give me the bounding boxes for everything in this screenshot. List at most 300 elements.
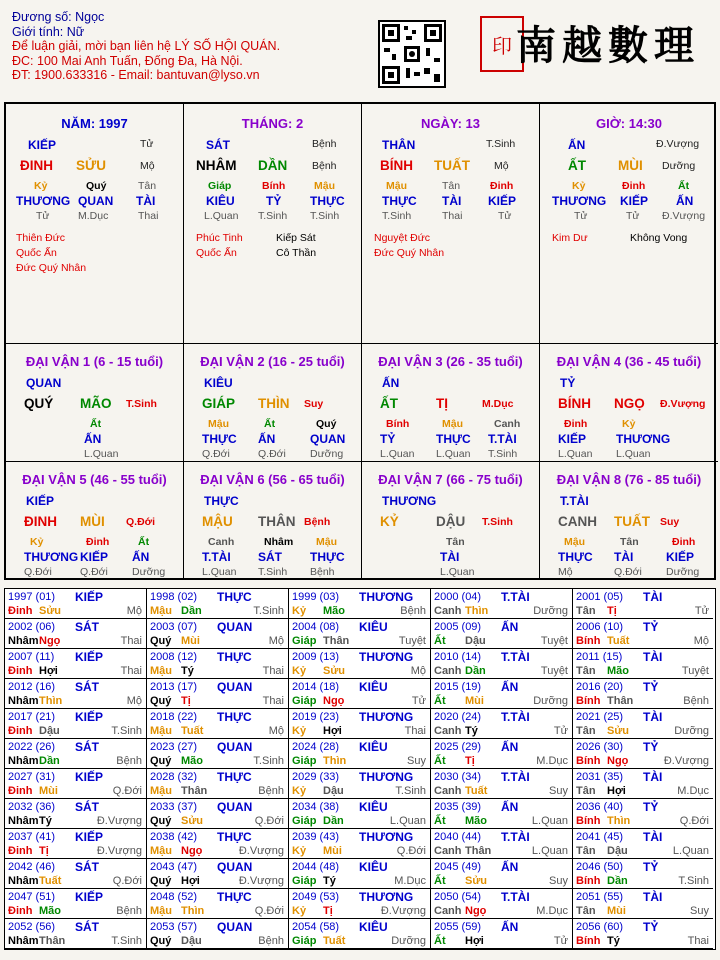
pillar-top-god: THÂN	[382, 138, 416, 152]
year-god: KIÊU	[359, 680, 388, 694]
year-phase: Đ.Vượng	[238, 845, 284, 857]
year-can: Canh	[434, 785, 462, 797]
dai-van-chi: TUẤT	[614, 514, 650, 529]
year-chi: Thìn	[181, 905, 205, 917]
year-can: Tân	[576, 905, 596, 917]
hidden-god: THỰC	[310, 550, 345, 564]
hidden-god: THƯƠNG	[616, 432, 671, 446]
year-phase: Đ.Vượng	[380, 905, 426, 917]
year-cell	[431, 799, 573, 829]
hidden-phase: Q.Đới	[258, 448, 286, 460]
hidden-god: QUAN	[78, 194, 114, 208]
hidden-god: TÀI	[614, 550, 634, 564]
year-can: Kỷ	[292, 905, 307, 917]
year-phase: Mộ	[410, 665, 426, 677]
year-can: Bính	[576, 695, 601, 707]
pillar-top-phase: Bệnh	[312, 138, 337, 150]
year-can: Ất	[434, 875, 446, 887]
year-label: 2013 (17)	[150, 681, 198, 693]
year-can: Nhâm	[8, 935, 39, 947]
year-phase: Tuyệt	[681, 665, 709, 677]
year-cell	[431, 709, 573, 739]
dai-van-title: ĐẠI VẬN 2 (16 - 25 tuổi)	[200, 354, 345, 369]
hidden-can: Ất	[264, 418, 276, 430]
year-god: ẤN	[501, 680, 519, 694]
hidden-god: ẤN	[258, 432, 276, 446]
year-cell	[431, 589, 573, 619]
year-phase: Bệnh	[116, 755, 142, 767]
hidden-phase: T.Sinh	[488, 448, 518, 460]
year-label: 2012 (16)	[8, 681, 56, 693]
hidden-god: KIẾP	[620, 194, 649, 208]
year-phase: L.Quan	[672, 845, 709, 857]
year-phase: Đ.Vượng	[238, 875, 284, 887]
year-chi: Dậu	[39, 725, 60, 737]
year-chi: Tý	[181, 665, 194, 677]
pillar-hour	[540, 104, 718, 344]
year-cell	[289, 889, 431, 919]
dai-van-phase: T.Sinh	[126, 398, 157, 410]
year-label: 2005 (09)	[434, 621, 482, 633]
chart-grid	[4, 102, 716, 580]
year-phase: M.Dục	[677, 785, 709, 797]
hidden-can: Mậu	[314, 180, 335, 192]
header-info	[12, 10, 280, 83]
year-label: 2052 (56)	[8, 921, 56, 933]
year-label: 2001 (05)	[576, 591, 624, 603]
pillar-can: BÍNH	[380, 158, 413, 173]
hidden-can: Quý	[86, 180, 107, 192]
year-can: Tân	[576, 845, 596, 857]
dai-van-can: KỶ	[380, 514, 399, 529]
year-can: Bính	[576, 635, 601, 647]
dai-van-can: ẤT	[380, 396, 398, 411]
dai-van-chi: THÂN	[258, 514, 296, 529]
hidden-god: THỰC	[310, 194, 345, 208]
year-god: ẤN	[501, 800, 519, 814]
year-phase: L.Quan	[531, 815, 568, 827]
pillar-top-god: KIẾP	[28, 138, 57, 152]
year-chi: Mão	[607, 665, 629, 677]
year-phase: Bệnh	[116, 905, 142, 917]
hidden-can: Mậu	[442, 418, 463, 430]
year-cell	[573, 799, 713, 829]
year-god: SÁT	[75, 800, 99, 814]
year-god: KIÊU	[359, 620, 388, 634]
year-can: Mậu	[150, 605, 172, 617]
year-cell	[5, 709, 147, 739]
year-label: 2007 (11)	[8, 651, 55, 663]
year-label: 2046 (50)	[576, 861, 624, 873]
hidden-phase: Thai	[138, 210, 159, 222]
hidden-god: TÀI	[442, 194, 462, 208]
year-label: 2014 (18)	[292, 681, 340, 693]
year-can: Tân	[576, 725, 596, 737]
year-label: 2018 (22)	[150, 711, 198, 723]
dai-van-cell	[362, 344, 540, 462]
year-cell	[147, 709, 289, 739]
hidden-god: TỶ	[380, 432, 396, 446]
pillar-title: NGÀY: 13	[421, 116, 480, 131]
pillar-chi: SỬU	[76, 158, 106, 173]
year-phase: Thai	[120, 665, 142, 677]
year-label: 2039 (43)	[292, 831, 340, 843]
year-label: 2017 (21)	[8, 711, 56, 723]
year-label: 2041 (45)	[576, 831, 624, 843]
qr-code-icon	[378, 20, 446, 88]
hidden-phase: Dưỡng	[132, 566, 166, 578]
hidden-phase: L.Quan	[204, 210, 239, 222]
year-label: 2034 (38)	[292, 801, 340, 813]
year-phase: Q.Đới	[679, 815, 709, 827]
hidden-can: Ất	[90, 418, 102, 430]
star-note: Phúc Tinh	[196, 232, 243, 244]
year-god: KIẾP	[75, 770, 104, 784]
year-label: 2045 (49)	[434, 861, 482, 873]
year-god: SÁT	[75, 860, 99, 874]
hidden-can: Ất	[138, 536, 150, 548]
hidden-can: Bính	[386, 418, 410, 430]
year-phase: Dưỡng	[533, 695, 568, 707]
year-phase: Đ.Vượng	[96, 815, 142, 827]
year-chi: Tuất	[181, 725, 204, 737]
year-label: 2056 (60)	[576, 921, 624, 933]
year-god: KIÊU	[359, 800, 388, 814]
year-chi: Dậu	[323, 785, 344, 797]
hidden-can: Bính	[262, 180, 286, 192]
hidden-phase: Mộ	[558, 566, 573, 578]
hidden-god: THỰC	[382, 194, 417, 208]
year-chi: Hợi	[465, 935, 484, 947]
year-cell	[5, 829, 147, 859]
year-phase: T.Sinh	[253, 605, 284, 617]
year-cell	[573, 649, 713, 679]
year-label: 2024 (28)	[292, 741, 340, 753]
year-can: Giáp	[292, 875, 317, 887]
year-god: TỶ	[643, 860, 659, 874]
year-label: 2021 (25)	[576, 711, 624, 723]
year-god: T.TÀI	[501, 830, 530, 844]
year-god: THƯƠNG	[359, 830, 414, 844]
hidden-phase: L.Quan	[558, 448, 593, 460]
dai-van-chi: MÃO	[80, 396, 112, 411]
year-chi: Tý	[465, 725, 478, 737]
year-label: 1998 (02)	[150, 591, 198, 603]
year-chi: Thìn	[39, 695, 63, 707]
star-note: Quốc Ấn	[16, 247, 57, 259]
year-chi: Thân	[39, 935, 66, 947]
hidden-god: THỰC	[202, 432, 237, 446]
pillar-top-phase: T.Sinh	[486, 138, 516, 150]
hidden-phase: Tử	[36, 210, 50, 222]
year-god: KIÊU	[359, 860, 388, 874]
year-can: Giáp	[292, 695, 317, 707]
hidden-god: ẤN	[84, 432, 102, 446]
year-cell	[5, 769, 147, 799]
dai-van-chi: MÙI	[80, 514, 105, 529]
year-can: Quý	[150, 815, 172, 827]
year-god: QUAN	[217, 860, 253, 874]
year-cell	[431, 859, 573, 889]
year-cell	[147, 589, 289, 619]
year-can: Kỷ	[292, 665, 307, 677]
year-can: Quý	[150, 695, 172, 707]
hidden-phase: L.Quan	[436, 448, 471, 460]
hidden-phase: L.Quan	[440, 566, 475, 578]
year-phase: Mộ	[693, 635, 709, 647]
year-phase: Thai	[262, 665, 284, 677]
year-can: Giáp	[292, 755, 317, 767]
year-phase: M.Dục	[536, 905, 568, 917]
hidden-god: THỰC	[436, 432, 471, 446]
year-chi: Dần	[465, 665, 486, 677]
year-can: Đinh	[8, 725, 33, 737]
year-cell	[5, 739, 147, 769]
year-cell	[5, 919, 147, 949]
year-label: 2029 (33)	[292, 771, 340, 783]
year-phase: Bệnh	[683, 695, 709, 707]
year-phase: Thai	[687, 935, 709, 947]
hidden-can: Đinh	[490, 180, 514, 192]
year-cell	[431, 679, 573, 709]
year-god: SÁT	[75, 740, 99, 754]
year-chi: Tý	[39, 815, 52, 827]
year-label: 2015 (19)	[434, 681, 482, 693]
hidden-phase: T.Sinh	[382, 210, 412, 222]
hidden-phase: T.Sinh	[258, 566, 288, 578]
year-phase: Tử	[553, 935, 568, 947]
hidden-can: Mậu	[316, 536, 337, 548]
year-cell	[5, 679, 147, 709]
year-can: Nhâm	[8, 695, 39, 707]
year-phase: M.Dục	[536, 755, 568, 767]
hidden-god: ẤN	[676, 194, 694, 208]
year-chi: Hợi	[323, 725, 342, 737]
year-god: KIẾP	[75, 830, 104, 844]
dai-van-chi: NGỌ	[614, 396, 645, 411]
hidden-god: QUAN	[310, 432, 346, 446]
hidden-god: THỰC	[558, 550, 593, 564]
hidden-god: KIÊU	[206, 194, 235, 208]
year-label: 2042 (46)	[8, 861, 56, 873]
year-god: TÀI	[643, 770, 663, 784]
hidden-god: TÀI	[440, 550, 460, 564]
year-cell	[573, 889, 713, 919]
hidden-phase: L.Quan	[380, 448, 415, 460]
dai-van-cell	[540, 344, 718, 462]
year-phase: L.Quan	[531, 845, 568, 857]
year-chi: Thân	[607, 695, 634, 707]
hidden-can: Canh	[494, 418, 521, 430]
year-god: THƯƠNG	[359, 710, 414, 724]
dai-van-title: ĐẠI VẬN 8 (76 - 85 tuổi)	[556, 472, 702, 487]
year-phase: Q.Đới	[254, 815, 284, 827]
dai-van-title: ĐẠI VẬN 1 (6 - 15 tuổi)	[25, 354, 164, 369]
year-god: THỰC	[217, 710, 252, 724]
star-note: Cô Thần	[276, 247, 317, 259]
year-cell	[431, 889, 573, 919]
year-phase: Thai	[120, 635, 142, 647]
pillar-chi: DẦN	[258, 158, 288, 173]
year-chi: Ngọ	[323, 695, 345, 707]
year-god: KIÊU	[359, 920, 388, 934]
year-god: TÀI	[643, 590, 663, 604]
year-chi: Hợi	[181, 875, 200, 887]
hidden-god: THƯƠNG	[24, 550, 79, 564]
year-phase: Suy	[549, 875, 568, 887]
hidden-god: THƯƠNG	[552, 194, 607, 208]
year-cell	[431, 919, 573, 949]
year-label: 2049 (53)	[292, 891, 340, 903]
year-cell	[573, 739, 713, 769]
dai-van-can: MẬU	[202, 514, 233, 529]
star-note: Đức Quý Nhân	[374, 247, 445, 259]
year-label: 2055 (59)	[434, 921, 482, 933]
year-chi: Tuất	[465, 785, 488, 797]
year-cell	[5, 589, 147, 619]
year-cell	[431, 649, 573, 679]
year-can: Đinh	[8, 785, 33, 797]
hidden-can: Đinh	[672, 536, 696, 548]
dai-van-phase: Đ.Vượng	[660, 398, 706, 410]
year-chi: Sửu	[181, 815, 204, 827]
hidden-can: Nhâm	[264, 536, 294, 548]
dai-van-god: THƯƠNG	[382, 494, 437, 508]
year-chi: Sửu	[323, 665, 346, 677]
year-label: 2032 (36)	[8, 801, 56, 813]
year-chi: Ngọ	[181, 845, 203, 857]
year-can: Mậu	[150, 905, 172, 917]
year-cell	[289, 769, 431, 799]
hidden-can: Kỷ	[622, 418, 636, 430]
dai-van-chi: DẬU	[436, 514, 466, 529]
year-cell	[431, 769, 573, 799]
dai-van-cell	[184, 462, 362, 580]
year-can: Canh	[434, 605, 462, 617]
year-cell	[289, 709, 431, 739]
hidden-god: KIẾP	[488, 194, 517, 208]
year-god: ẤN	[501, 920, 519, 934]
year-chi: Mùi	[465, 695, 484, 707]
year-label: 2016 (20)	[576, 681, 624, 693]
year-cell	[147, 619, 289, 649]
pillar-year	[6, 104, 184, 344]
year-label: 2019 (23)	[292, 711, 340, 723]
year-can: Giáp	[292, 635, 317, 647]
hidden-can: Đinh	[86, 536, 110, 548]
year-can: Canh	[434, 905, 462, 917]
year-chi: Mùi	[323, 845, 342, 857]
year-cell	[147, 649, 289, 679]
dai-van-cell	[6, 344, 184, 462]
hidden-phase: Tử	[626, 210, 640, 222]
year-phase: Đ.Vượng	[663, 755, 709, 767]
year-cell	[147, 859, 289, 889]
dai-van-title: ĐẠI VẬN 5 (46 - 55 tuổi)	[22, 472, 167, 487]
year-can: Ất	[434, 755, 446, 767]
year-phase: T.Sinh	[253, 755, 284, 767]
star-note: Quốc Ấn	[196, 247, 237, 259]
year-god: QUAN	[217, 620, 253, 634]
hidden-phase: T.Sinh	[310, 210, 340, 222]
dai-van-title: ĐẠI VẬN 3 (26 - 35 tuổi)	[378, 354, 523, 369]
year-label: 2028 (32)	[150, 771, 198, 783]
year-god: TỶ	[643, 680, 659, 694]
pillar-top-phase: Tử	[140, 138, 154, 150]
year-god: THƯƠNG	[359, 650, 414, 664]
year-can: Nhâm	[8, 875, 39, 887]
year-label: 2006 (10)	[576, 621, 624, 633]
year-label: 2023 (27)	[150, 741, 198, 753]
year-chi: Thìn	[607, 815, 631, 827]
year-phase: Mộ	[268, 725, 284, 737]
pillar-can: ĐINH	[20, 158, 53, 173]
year-can: Nhâm	[8, 755, 39, 767]
year-cell	[573, 859, 713, 889]
hidden-phase: Đ.Vượng	[662, 210, 706, 222]
year-god: QUAN	[217, 680, 253, 694]
dai-van-phase: M.Dục	[482, 398, 514, 410]
year-chi: Thân	[323, 635, 350, 647]
year-god: SÁT	[75, 920, 99, 934]
year-chi: Thìn	[465, 605, 489, 617]
pillar-top-phase: Đ.Vượng	[656, 138, 700, 150]
year-cell	[289, 619, 431, 649]
year-cell	[289, 829, 431, 859]
year-god: KIẾP	[75, 590, 104, 604]
year-chi: Thân	[181, 785, 208, 797]
year-god: TỶ	[643, 740, 659, 754]
year-chi: Tý	[607, 935, 620, 947]
year-cell	[573, 679, 713, 709]
dai-van-god: QUAN	[26, 376, 62, 390]
dai-van-god: T.TÀI	[560, 494, 589, 508]
year-label: 2050 (54)	[434, 891, 482, 903]
year-label: 2004 (08)	[292, 621, 340, 633]
year-chi: Mão	[181, 755, 203, 767]
year-can: Mậu	[150, 785, 172, 797]
hidden-phase: Bệnh	[310, 566, 335, 578]
year-phase: Mộ	[126, 695, 142, 707]
year-god: TỶ	[643, 800, 659, 814]
year-cell	[5, 619, 147, 649]
year-god: TÀI	[643, 830, 663, 844]
hidden-can: Tân	[138, 180, 157, 192]
year-god: QUAN	[217, 800, 253, 814]
year-can: Tân	[576, 665, 596, 677]
year-chi: Sửu	[39, 605, 62, 617]
year-phase: Suy	[549, 785, 568, 797]
year-chi: Tuất	[607, 635, 630, 647]
year-label: 2008 (12)	[150, 651, 198, 663]
year-can: Canh	[434, 665, 462, 677]
dai-van-god: THỰC	[204, 494, 239, 508]
year-phase: Dưỡng	[674, 725, 709, 737]
hidden-phase: Dưỡng	[666, 566, 700, 578]
year-cell	[431, 829, 573, 859]
year-cell	[289, 919, 431, 949]
star-note: Không Vong	[630, 232, 688, 244]
star-note: Kim Dư	[552, 232, 588, 244]
year-label: 2037 (41)	[8, 831, 56, 843]
dai-van-title: ĐẠI VẬN 7 (66 - 75 tuổi)	[378, 472, 523, 487]
star-note: Thiên Đức	[16, 232, 66, 244]
pillar-phase: Mộ	[140, 160, 155, 172]
hidden-can: Tân	[442, 180, 461, 192]
year-cell	[573, 589, 713, 619]
hidden-god: KIẾP	[558, 432, 587, 446]
hidden-phase: M.Dục	[78, 210, 109, 222]
